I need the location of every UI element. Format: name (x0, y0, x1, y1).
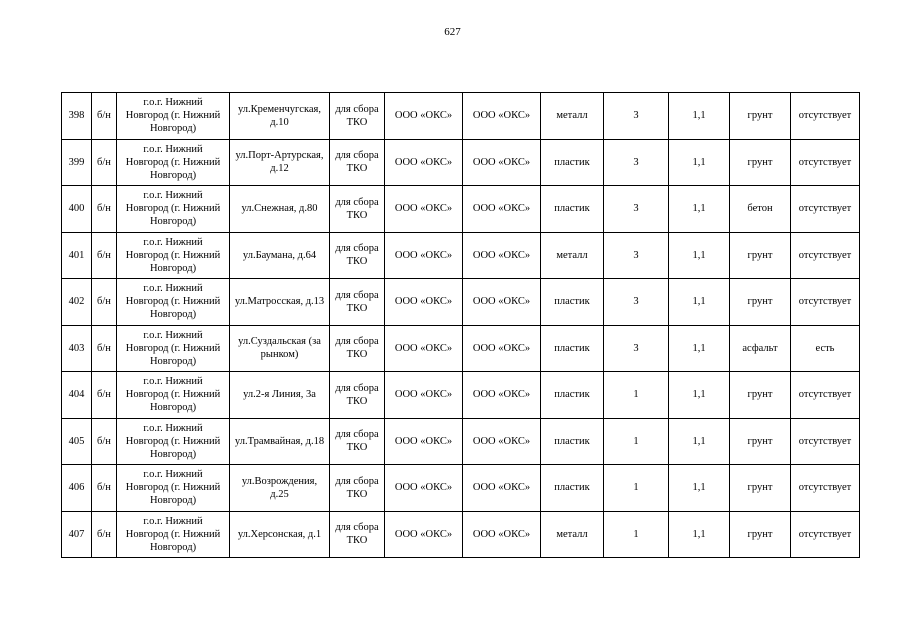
address-cell: ул.Херсонская, д.1 (230, 511, 330, 558)
operator-cell: ООО «ОКС» (463, 186, 541, 233)
surface-type-cell: грунт (730, 139, 791, 186)
address-cell: ул.Кременчугская, д.10 (230, 93, 330, 140)
purpose-cell: для сбора ТКО (330, 139, 385, 186)
purpose-cell: для сбора ТКО (330, 93, 385, 140)
municipality-line: г.о.г. Нижний (143, 376, 203, 388)
municipality-line: Новгород) (149, 262, 197, 274)
fence-cell: отсутствует (791, 418, 860, 465)
registry-id-cell: б/н (92, 186, 117, 233)
container-count-cell: 1 (604, 465, 669, 512)
container-volume-cell: 1,1 (669, 93, 730, 140)
purpose-cell: для сбора ТКО (330, 232, 385, 279)
container-count-cell: 3 (604, 232, 669, 279)
municipality-line: г.о.г. Нижний (143, 329, 203, 341)
row-number-cell: 398 (62, 93, 92, 140)
fence-cell: отсутствует (791, 511, 860, 558)
municipality-line: г.о.г. Нижний (143, 236, 203, 248)
surface-type-cell: грунт (730, 372, 791, 419)
municipality-line: Новгород (г. Нижний (125, 110, 221, 122)
row-number-cell: 399 (62, 139, 92, 186)
municipality-line: Новгород (г. Нижний (125, 156, 221, 168)
fence-cell: отсутствует (791, 93, 860, 140)
table-row (62, 465, 860, 512)
page-number: 627 (444, 26, 461, 38)
municipality-line: Новгород) (149, 216, 197, 228)
table-row (62, 279, 860, 326)
municipality-line: Новгород) (149, 355, 197, 367)
row-number-cell: 405 (62, 418, 92, 465)
owner-cell: ООО «ОКС» (385, 186, 463, 233)
fence-cell: отсутствует (791, 279, 860, 326)
municipality-cell (117, 232, 230, 279)
municipality-line: Новгород (г. Нижний (125, 296, 221, 308)
surface-type-cell: грунт (730, 465, 791, 512)
row-number-cell: 407 (62, 511, 92, 558)
owner-cell: ООО «ОКС» (385, 511, 463, 558)
municipality-line: Новгород) (149, 495, 197, 507)
purpose-cell: для сбора ТКО (330, 279, 385, 326)
container-volume-cell: 1,1 (669, 232, 730, 279)
operator-cell: ООО «ОКС» (463, 465, 541, 512)
container-count-cell: 3 (604, 279, 669, 326)
container-count-cell: 3 (604, 93, 669, 140)
municipality-cell (117, 511, 230, 558)
container-count-cell: 1 (604, 372, 669, 419)
registry-table-body (62, 93, 860, 558)
table-row (62, 418, 860, 465)
container-count-cell: 1 (604, 418, 669, 465)
container-volume-cell: 1,1 (669, 465, 730, 512)
address-cell: ул.Порт-Артурская, д.12 (230, 139, 330, 186)
surface-type-cell: грунт (730, 511, 791, 558)
municipality-line: Новгород (г. Нижний (125, 203, 221, 215)
table-row (62, 325, 860, 372)
municipality-line: Новгород (г. Нижний (125, 389, 221, 401)
row-number-cell: 406 (62, 465, 92, 512)
registry-table (61, 92, 860, 558)
registry-id-cell: б/н (92, 139, 117, 186)
municipality-line: Новгород (г. Нижний (125, 249, 221, 261)
owner-cell: ООО «ОКС» (385, 418, 463, 465)
address-cell: ул.Снежная, д.80 (230, 186, 330, 233)
operator-cell: ООО «ОКС» (463, 418, 541, 465)
registry-id-cell: б/н (92, 465, 117, 512)
municipality-line: г.о.г. Нижний (143, 515, 203, 527)
container-volume-cell: 1,1 (669, 186, 730, 233)
owner-cell: ООО «ОКС» (385, 279, 463, 326)
address-cell: ул.Матросская, д.13 (230, 279, 330, 326)
operator-cell: ООО «ОКС» (463, 511, 541, 558)
table-row (62, 93, 860, 140)
table-row (62, 511, 860, 558)
container-volume-cell: 1,1 (669, 511, 730, 558)
container-volume-cell: 1,1 (669, 279, 730, 326)
fence-cell: отсутствует (791, 372, 860, 419)
municipality-line: Новгород (г. Нижний (125, 342, 221, 354)
municipality-line: г.о.г. Нижний (143, 469, 203, 481)
municipality-cell (117, 465, 230, 512)
container-material-cell: пластик (541, 465, 604, 512)
registry-id-cell: б/н (92, 372, 117, 419)
municipality-line: Новгород) (149, 402, 197, 414)
container-count-cell: 1 (604, 511, 669, 558)
address-cell: ул.Баумана, д.64 (230, 232, 330, 279)
address-cell: ул.Трамвайная, д.18 (230, 418, 330, 465)
container-material-cell: пластик (541, 418, 604, 465)
registry-id-cell: б/н (92, 418, 117, 465)
container-material-cell: пластик (541, 325, 604, 372)
container-volume-cell: 1,1 (669, 418, 730, 465)
fence-cell: отсутствует (791, 139, 860, 186)
address-cell: ул.Суздальская (за рынком) (230, 325, 330, 372)
address-cell: ул.2-я Линия, 3а (230, 372, 330, 419)
registry-id-cell: б/н (92, 325, 117, 372)
municipality-cell (117, 93, 230, 140)
municipality-line: Новгород) (149, 448, 197, 460)
purpose-cell: для сбора ТКО (330, 372, 385, 419)
surface-type-cell: грунт (730, 418, 791, 465)
municipality-cell (117, 418, 230, 465)
municipality-line: Новгород (г. Нижний (125, 528, 221, 540)
surface-type-cell: грунт (730, 93, 791, 140)
container-material-cell: пластик (541, 372, 604, 419)
municipality-line: Новгород (г. Нижний (125, 435, 221, 447)
container-material-cell: пластик (541, 139, 604, 186)
municipality-line: г.о.г. Нижний (143, 143, 203, 155)
container-material-cell: пластик (541, 279, 604, 326)
fence-cell: отсутствует (791, 186, 860, 233)
container-count-cell: 3 (604, 139, 669, 186)
owner-cell: ООО «ОКС» (385, 325, 463, 372)
surface-type-cell: бетон (730, 186, 791, 233)
municipality-line: Новгород) (149, 123, 197, 135)
registry-id-cell: б/н (92, 93, 117, 140)
municipality-line: Новгород (г. Нижний (125, 482, 221, 494)
container-count-cell: 3 (604, 325, 669, 372)
purpose-cell: для сбора ТКО (330, 465, 385, 512)
surface-type-cell: грунт (730, 279, 791, 326)
operator-cell: ООО «ОКС» (463, 372, 541, 419)
purpose-cell: для сбора ТКО (330, 325, 385, 372)
purpose-cell: для сбора ТКО (330, 186, 385, 233)
container-material-cell: металл (541, 511, 604, 558)
municipality-line: г.о.г. Нижний (143, 97, 203, 109)
registry-id-cell: б/н (92, 511, 117, 558)
owner-cell: ООО «ОКС» (385, 93, 463, 140)
municipality-line: Новгород) (149, 541, 197, 553)
registry-id-cell: б/н (92, 279, 117, 326)
surface-type-cell: асфальт (730, 325, 791, 372)
municipality-line: Новгород) (149, 169, 197, 181)
owner-cell: ООО «ОКС» (385, 139, 463, 186)
municipality-cell (117, 279, 230, 326)
registry-id-cell: б/н (92, 232, 117, 279)
row-number-cell: 401 (62, 232, 92, 279)
container-volume-cell: 1,1 (669, 139, 730, 186)
municipality-line: г.о.г. Нижний (143, 283, 203, 295)
container-count-cell: 3 (604, 186, 669, 233)
container-material-cell: металл (541, 232, 604, 279)
table-row (62, 232, 860, 279)
operator-cell: ООО «ОКС» (463, 279, 541, 326)
operator-cell: ООО «ОКС» (463, 232, 541, 279)
row-number-cell: 404 (62, 372, 92, 419)
container-material-cell: пластик (541, 186, 604, 233)
municipality-cell (117, 139, 230, 186)
purpose-cell: для сбора ТКО (330, 511, 385, 558)
municipality-line: г.о.г. Нижний (143, 422, 203, 434)
purpose-cell: для сбора ТКО (330, 418, 385, 465)
municipality-line: г.о.г. Нижний (143, 190, 203, 202)
operator-cell: ООО «ОКС» (463, 93, 541, 140)
fence-cell: отсутствует (791, 232, 860, 279)
container-volume-cell: 1,1 (669, 325, 730, 372)
table-row (62, 372, 860, 419)
owner-cell: ООО «ОКС» (385, 465, 463, 512)
operator-cell: ООО «ОКС» (463, 139, 541, 186)
municipality-cell (117, 325, 230, 372)
municipality-cell (117, 186, 230, 233)
container-volume-cell: 1,1 (669, 372, 730, 419)
owner-cell: ООО «ОКС» (385, 232, 463, 279)
address-cell: ул.Возрождения, д.25 (230, 465, 330, 512)
municipality-line: Новгород) (149, 309, 197, 321)
table-row (62, 139, 860, 186)
surface-type-cell: грунт (730, 232, 791, 279)
container-material-cell: металл (541, 93, 604, 140)
municipality-cell (117, 372, 230, 419)
owner-cell: ООО «ОКС» (385, 372, 463, 419)
row-number-cell: 402 (62, 279, 92, 326)
table-row (62, 186, 860, 233)
fence-cell: есть (791, 325, 860, 372)
row-number-cell: 400 (62, 186, 92, 233)
row-number-cell: 403 (62, 325, 92, 372)
operator-cell: ООО «ОКС» (463, 325, 541, 372)
fence-cell: отсутствует (791, 465, 860, 512)
